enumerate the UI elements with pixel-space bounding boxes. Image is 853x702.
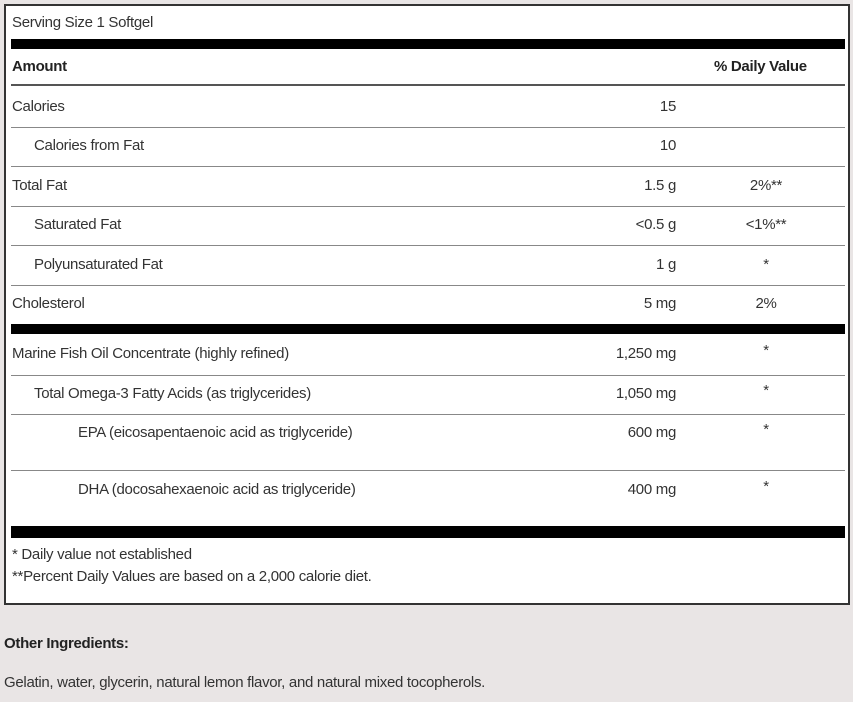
row-divider [11, 206, 845, 207]
supplement-dv: * [763, 421, 769, 438]
thick-divider [11, 526, 845, 538]
nutrient-name: Polyunsaturated Fat [34, 256, 163, 273]
supplement-name: EPA (eicosapentaenoic acid as triglyceride) [78, 424, 353, 441]
nutrient-dv: 2% [755, 295, 777, 312]
supplement-dv: * [763, 478, 769, 495]
nutrient-name: Cholesterol [12, 295, 85, 312]
row-divider [11, 375, 845, 376]
thick-divider [11, 324, 845, 334]
nutrient-name: Calories [12, 98, 65, 115]
header-divider [11, 84, 845, 86]
amount-header: Amount [12, 58, 67, 75]
nutrient-dv: <1%** [745, 216, 787, 233]
supplement-amount: 1,050 mg [615, 385, 676, 402]
supplement-name: DHA (docosahexaenoic acid as triglyceride) [78, 481, 356, 498]
row-divider [11, 127, 845, 128]
supplement-facts-panel [4, 4, 850, 605]
nutrient-name: Total Fat [12, 177, 67, 194]
supplement-amount: 400 mg [627, 481, 676, 498]
supplement-name: Total Omega-3 Fatty Acids (as triglycerides) [34, 385, 311, 402]
row-divider [11, 470, 845, 471]
nutrient-dv: * [763, 256, 769, 273]
nutrient-amount: 15 [659, 98, 676, 115]
nutrient-name: Calories from Fat [34, 137, 144, 154]
nutrient-amount: 1.5 g [644, 177, 676, 194]
supplement-dv: * [763, 342, 769, 359]
nutrient-amount: 10 [659, 137, 676, 154]
daily-value-header: % Daily Value [714, 58, 807, 75]
supplement-amount: 1,250 mg [615, 345, 676, 362]
supplement-amount: 600 mg [627, 424, 676, 441]
thick-divider [11, 39, 845, 49]
nutrient-amount: 5 mg [643, 295, 676, 312]
nutrient-amount: <0.5 g [635, 216, 676, 233]
row-divider [11, 414, 845, 415]
nutrient-dv: 2%** [749, 177, 783, 194]
row-divider [11, 245, 845, 246]
footnote-percent: **Percent Daily Values are based on a 2,000 calorie diet. [12, 568, 372, 585]
other-ingredients-text: Gelatin, water, glycerin, natural lemon flavor, and natural mixed tocopherols. [4, 674, 486, 691]
supplement-dv: * [763, 382, 769, 399]
serving-size: Serving Size 1 Softgel [12, 14, 153, 31]
supplement-name: Marine Fish Oil Concentrate (highly refined) [12, 345, 289, 362]
row-divider [11, 166, 845, 167]
nutrient-name: Saturated Fat [34, 216, 121, 233]
footnote-daily-value: * Daily value not established [12, 546, 192, 563]
nutrient-amount: 1 g [656, 256, 676, 273]
other-ingredients-label: Other Ingredients: [4, 635, 129, 652]
row-divider [11, 285, 845, 286]
